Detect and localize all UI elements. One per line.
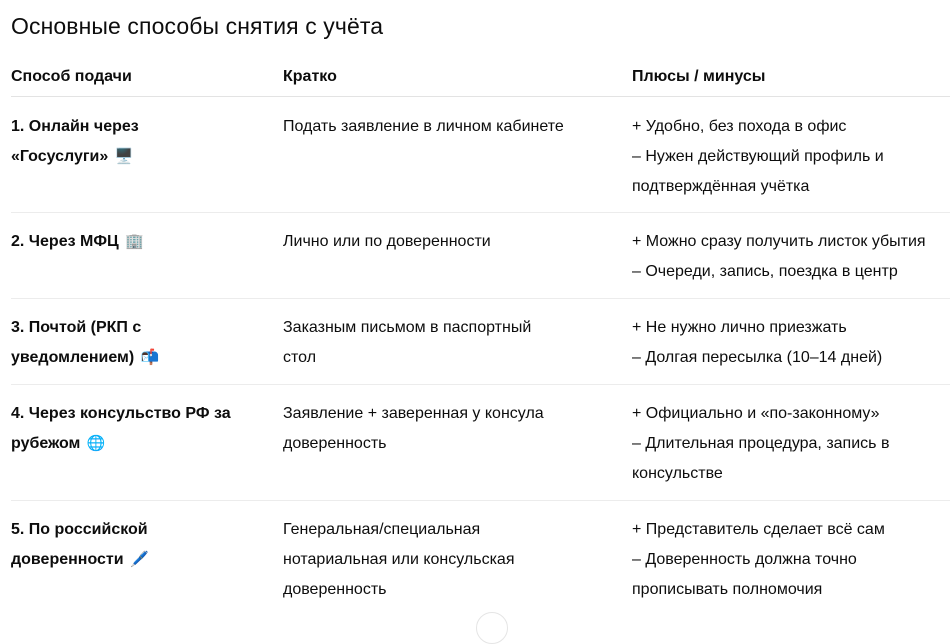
header-pros-cons: Плюсы / минусы (632, 68, 766, 85)
pros-cons-line: – Нужен действующий профиль и (632, 148, 884, 165)
table-row (11, 299, 950, 385)
summary-line: стол (283, 349, 317, 366)
pros-cons-line: + Представитель сделает всё сам (632, 521, 885, 538)
methods-table (11, 62, 950, 621)
header-summary: Кратко (283, 68, 337, 85)
pros-cons-cell (632, 227, 950, 298)
pros-cons-line: – Долгая пересылка (10–14 дней) (632, 349, 883, 366)
pros-cons-cell (632, 112, 950, 212)
method-cell (11, 112, 283, 212)
summary-line: Генеральная/специальная (283, 521, 481, 538)
summary-cell (283, 112, 632, 212)
method-line: «Госуслуги» 🖥️ (11, 148, 134, 165)
pros-cons-cell (632, 313, 950, 384)
table-row (11, 97, 950, 213)
scroll-down-button[interactable] (476, 612, 508, 644)
computer-icon: 🖥️ (114, 148, 134, 165)
method-line: 5. По российской (11, 521, 148, 538)
method-line: 2. Через МФЦ 🏢 (11, 233, 144, 250)
method-line: 1. Онлайн через (11, 118, 139, 135)
method-line: 4. Через консульство РФ за (11, 405, 231, 422)
pros-cons-line: + Не нужно лично приезжать (632, 319, 847, 336)
pros-cons-line: – Очереди, запись, поездка в центр (632, 263, 898, 280)
page-title: Основные способы снятия с учёта (11, 13, 384, 39)
pros-cons-line: – Доверенность должна точно (632, 551, 857, 568)
method-cell (11, 313, 283, 384)
pros-cons-line: + Удобно, без похода в офис (632, 118, 847, 135)
table-header (11, 62, 950, 97)
office-building-icon: 🏢 (125, 233, 144, 250)
pros-cons-line: подтверждённая учётка (632, 178, 810, 195)
table-row (11, 501, 950, 621)
summary-cell (283, 227, 632, 298)
method-line: доверенности 🖊️ (11, 551, 149, 568)
table-row (11, 385, 950, 501)
summary-cell (283, 399, 632, 500)
method-line: рубежом 🌐 (11, 435, 106, 452)
summary-line: доверенность (283, 581, 387, 598)
pros-cons-line: + Можно сразу получить листок убытия (632, 233, 926, 250)
globe-icon: 🌐 (86, 435, 106, 452)
summary-cell (283, 515, 632, 621)
summary-line: Подать заявление в личном кабинете (283, 118, 564, 135)
summary-line: доверенность (283, 435, 387, 452)
method-cell (11, 515, 283, 621)
method-line: уведомлением) 📬 (11, 349, 160, 366)
summary-line: Лично или по доверенности (283, 233, 491, 250)
method-cell (11, 399, 283, 500)
pros-cons-line: – Длительная процедура, запись в (632, 435, 890, 452)
summary-line: нотариальная или консульская (283, 551, 515, 568)
method-line: 3. Почтой (РКП с (11, 319, 142, 336)
summary-cell (283, 313, 632, 384)
pros-cons-cell (632, 515, 950, 621)
summary-line: Заказным письмом в паспортный (283, 319, 532, 336)
table-row (11, 213, 950, 299)
pros-cons-line: прописывать полномочия (632, 581, 823, 598)
header-method: Способ подачи (11, 68, 132, 85)
pros-cons-line: + Официально и «по-законному» (632, 405, 880, 422)
method-cell (11, 227, 283, 298)
summary-line: Заявление + заверенная у консула (283, 405, 544, 422)
pen-icon: 🖊️ (130, 551, 149, 568)
pros-cons-cell (632, 399, 950, 500)
mailbox-icon: 📬 (140, 349, 160, 366)
pros-cons-line: консульстве (632, 465, 723, 482)
